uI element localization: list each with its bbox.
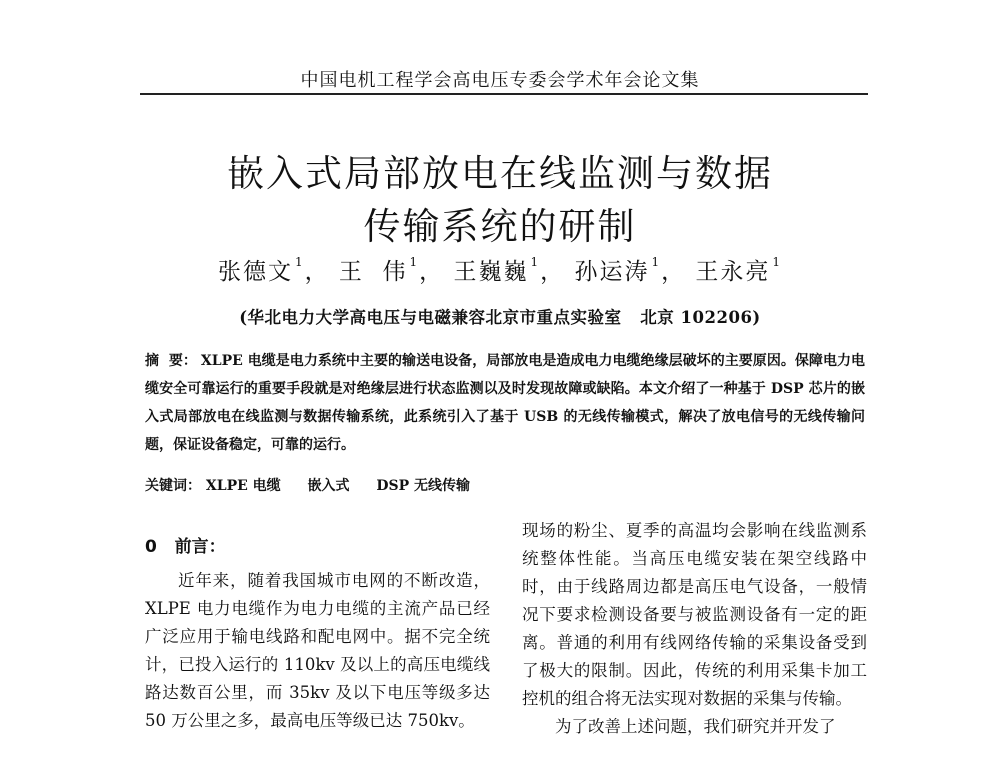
keyword: 嵌入式 <box>307 478 350 494</box>
header-rule <box>140 93 868 95</box>
right-column <box>522 517 867 741</box>
body-paragraph: 为了改善上述问题，我们研究并开发了 <box>555 717 836 736</box>
abstract-label: 摘 要： <box>145 353 197 369</box>
paper-title-line1: 嵌入式局部放电在线监测与数据 <box>227 152 773 195</box>
author-name: 张德文 <box>217 259 293 285</box>
running-head: 中国电机工程学会高电压专委会学术年会论文集 <box>300 70 700 91</box>
author-affiliation-mark: 1 <box>409 255 420 269</box>
keyword: DSP 无线传输 <box>376 478 471 494</box>
left-column <box>145 532 490 735</box>
author-name: 王 伟 <box>338 259 408 285</box>
keyword: XLPE 电缆 <box>205 478 281 494</box>
author-affiliation-mark: 1 <box>294 255 305 269</box>
author-separator: ， <box>540 259 566 285</box>
author-affiliation-mark: 1 <box>651 255 662 269</box>
author-separator: ， <box>304 259 330 285</box>
affiliation: (华北电力大学高电压与电磁兼容北京市重点实验室 北京 102206) <box>239 308 761 327</box>
keywords-label: 关键词： <box>145 478 201 494</box>
abstract-text: XLPE 电缆是电力系统中主要的输送电设备，局部放电是造成电力电缆绝缘层破坏的主要原因。保障电力电缆安全可靠运行的重要手段就是对绝缘层进行状态监测以及时发现故障或缺陷。本文介绍了一种基于 DSP 芯片的嵌入式局部放电在线监测与数据传输系统，此系统引入了基于 USB 的无线传输模式，解决了放电信号的无线传输问题，保证设备稳定，可靠的运行。 <box>145 353 866 453</box>
author-separator: ， <box>419 259 445 285</box>
paper-title-line2: 传输系统的研制 <box>363 205 637 248</box>
author-name: 王永亮 <box>695 259 771 285</box>
author-name: 孙运涛 <box>574 259 650 285</box>
section-heading: 0 前言： <box>145 537 226 557</box>
author-list <box>120 253 880 286</box>
abstract <box>145 347 865 459</box>
body-paragraph: 现场的粉尘、夏季的高温均会影响在线监测系统整体性能。当高压电缆安装在架空线路中时，由于线路周边都是高压电气设备，一般情况下要求检测设备要与被监测设备有一定的距离。普通的利用有线网络传输的采集设备受到了极大的限制。因此，传统的利用采集卡加工控机的组合将无法实现对数据的采集与传输。 <box>522 521 867 708</box>
author-name: 王巍巍 <box>453 259 529 285</box>
author-affiliation-mark: 1 <box>530 255 541 269</box>
author-affiliation-mark: 1 <box>772 255 783 269</box>
keywords <box>145 475 492 495</box>
body-paragraph: 近年来，随着我国城市电网的不断改造，XLPE 电力电缆作为电力电缆的主流产品已经广泛应用于输电线路和配电网中。据不完全统计，已投入运行的 110kv 及以上的高压电缆线路达数百公里，而 35kv 及以下电压等级多达 50 万公里之多，最高电压等级已达 750kv。 <box>145 571 490 730</box>
author-separator: ， <box>661 259 687 285</box>
